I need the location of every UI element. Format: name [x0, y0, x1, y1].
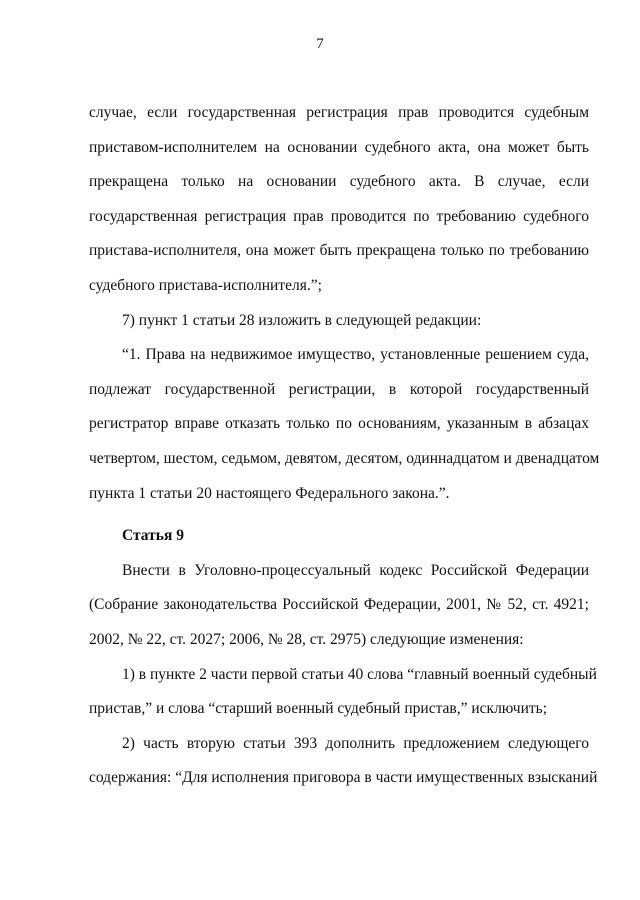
text-line: регистратор вправе отказать только по основаниям, указанным в абзацах	[89, 415, 589, 433]
paragraph-quoted	[89, 338, 600, 511]
text-line: прекращена только на основании судебного акта. В случае, если	[89, 173, 589, 191]
text-line: 1) в пункте 2 части первой статьи 40 слова “главный военный судебный	[122, 665, 597, 683]
paragraph-item-2	[89, 727, 598, 796]
text-line: содержания: “Для исполнения приговора в части имущественных взысканий	[89, 769, 598, 787]
article-heading: Статья 9	[122, 527, 184, 545]
text-line: (Собрание законодательства Российской Федерации, 2001, № 52, ст. 4921;	[89, 596, 589, 614]
paragraph-item-1	[89, 658, 597, 727]
text-line: “1. Права на недвижимое имущество, установленные решением суда,	[122, 346, 589, 364]
text-line: четвертом, шестом, седьмом, девятом, десятом, одиннадцатом и двенадцатом	[89, 449, 600, 467]
paragraph-continuation	[89, 96, 589, 304]
text-line: государственная регистрация прав проводится по требованию судебного	[89, 207, 589, 225]
text-line: пристав,” и слова “старший военный судебный пристав,” исключить;	[89, 700, 548, 718]
page-number: 7	[316, 36, 324, 52]
text-line: пункта 1 статьи 20 настоящего Федерального закона.”.	[89, 484, 450, 502]
text-line: подлежат государственной регистрации, в которой государственный	[89, 380, 589, 398]
text-line: 2002, № 22, ст. 2027; 2006, № 28, ст. 2975) следующие изменения:	[89, 630, 524, 648]
text-line: судебного пристава-исполнителя.”;	[89, 276, 322, 294]
paragraph-amendment-intro	[89, 554, 589, 658]
paragraph-item-7	[89, 304, 589, 339]
text-line: случае, если государственная регистрация прав проводится судебным	[89, 104, 589, 121]
text-line: Внести в Уголовно-процессуальный кодекс Российской Федерации	[122, 561, 589, 579]
text-line: 7) пункт 1 статьи 28 изложить в следующей редакции:	[122, 311, 482, 329]
text-line: 2) часть вторую статьи 393 дополнить предложением следующего	[122, 734, 589, 752]
text-line: пристава-исполнителя, она может быть прекращена только по требованию	[89, 242, 589, 260]
text-line: приставом-исполнителем на основании судебного акта, она может быть	[89, 138, 589, 156]
document-body	[89, 96, 600, 796]
